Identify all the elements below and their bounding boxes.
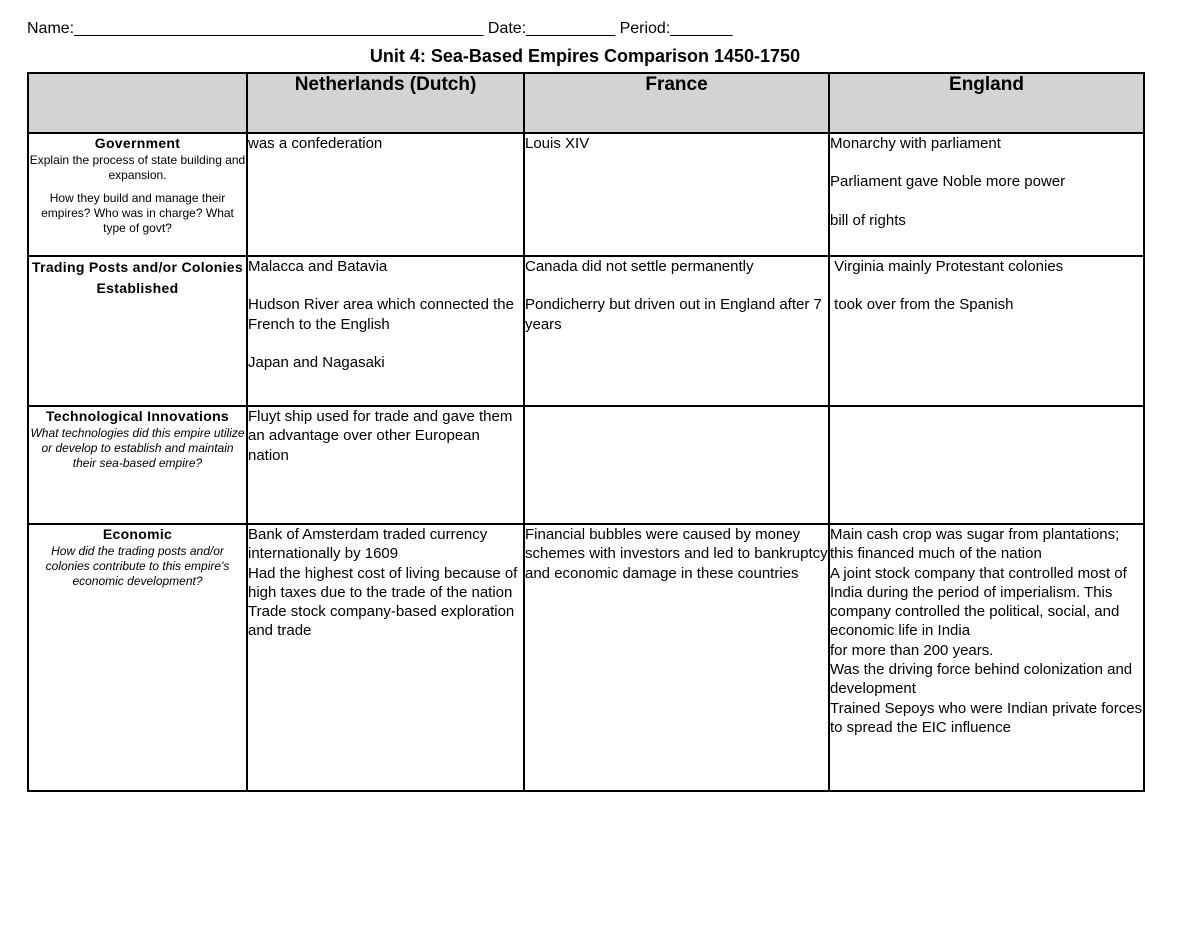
row-title: Economic bbox=[102, 526, 173, 542]
row-header-trading-posts bbox=[28, 256, 247, 406]
row-subtitle-2: How they build and manage their empires? Who was in charge? What type of govt? bbox=[41, 191, 234, 235]
row-title: Trading Posts and/or Colonies Established bbox=[32, 259, 243, 296]
cell-paragraph: Parliament gave Noble more power bbox=[830, 173, 1066, 191]
row-technological bbox=[28, 406, 1144, 524]
row-title: Technological Innovations bbox=[45, 408, 230, 424]
cell-paragraph: Louis XIV bbox=[525, 135, 590, 152]
cell-paragraph: Japan and Nagasaki bbox=[248, 353, 385, 371]
column-header-netherlands: Netherlands (Dutch) bbox=[247, 73, 524, 133]
cell-paragraph: Fluyt ship used for trade and gave them an advantage over other European nation bbox=[248, 408, 513, 464]
row-header-government bbox=[28, 133, 247, 256]
cell-economic-netherlands bbox=[247, 524, 524, 791]
cell-economic-england bbox=[829, 524, 1144, 791]
cell-trading-england bbox=[829, 256, 1144, 406]
cell-paragraph: took over from the Spanish bbox=[830, 296, 1014, 314]
row-subtitle: Explain the process of state building and expansion. bbox=[29, 153, 246, 182]
column-header-france: France bbox=[524, 73, 829, 133]
cell-tech-france bbox=[524, 406, 829, 524]
header-row bbox=[28, 73, 1144, 133]
comparison-table bbox=[27, 72, 1145, 792]
cell-paragraph: Monarchy with parliament bbox=[830, 135, 1001, 152]
cell-paragraph: Malacca and Batavia bbox=[248, 258, 388, 275]
cell-economic-france bbox=[524, 524, 829, 791]
cell-government-france bbox=[524, 133, 829, 256]
cell-government-netherlands bbox=[247, 133, 524, 256]
cell-paragraph: Virginia mainly Protestant colonies bbox=[830, 258, 1064, 275]
row-economic bbox=[28, 524, 1144, 791]
row-government bbox=[28, 133, 1144, 256]
row-header-economic bbox=[28, 524, 247, 791]
row-subtitle: How did the trading posts and/or colonies contribute to this empire's economic development? bbox=[45, 544, 230, 588]
cell-government-england bbox=[829, 133, 1144, 256]
cell-paragraph: Pondicherry but driven out in England after 7 years bbox=[525, 296, 822, 333]
cell-tech-england bbox=[829, 406, 1144, 524]
row-trading-posts bbox=[28, 256, 1144, 406]
cell-paragraph: Main cash crop was sugar from plantations; this financed much of the nation A joint stock company that controlled most of India during the period of imperialism. This company controlled the political, social, and economic life in India for more than 200 years. Was the driving force behind colonization and development Trained Sepoys who were Indian private forces to spread the EIC influence bbox=[830, 526, 1143, 736]
row-subtitle: What technologies did this empire utilize or develop to establish and maintain their sea-based empire? bbox=[30, 426, 245, 470]
cell-trading-netherlands bbox=[247, 256, 524, 406]
cell-paragraph: Financial bubbles were caused by money schemes with investors and led to bankruptcy and economic damage in these countries bbox=[525, 526, 828, 582]
cell-paragraph: was a confederation bbox=[248, 135, 383, 152]
cell-paragraph: Bank of Amsterdam traded currency internationally by 1609 Had the highest cost of living because of high taxes due to the trade of the nation Trade stock company-based exploration and trade bbox=[248, 526, 518, 640]
column-header-england: England bbox=[829, 73, 1144, 133]
cell-paragraph: Hudson River area which connected the French to the English bbox=[248, 296, 514, 333]
cell-tech-netherlands bbox=[247, 406, 524, 524]
name-date-period-line: Name:______________________________________________ Date:__________ Period:_______ bbox=[27, 20, 733, 37]
cell-paragraph: bill of rights bbox=[830, 211, 906, 229]
cell-trading-france bbox=[524, 256, 829, 406]
cell-paragraph: Canada did not settle permanently bbox=[525, 258, 754, 275]
worksheet-title: Unit 4: Sea-Based Empires Comparison 1450-1750 bbox=[369, 46, 801, 66]
row-title: Government bbox=[94, 135, 181, 151]
corner-cell bbox=[28, 73, 247, 133]
row-header-technological bbox=[28, 406, 247, 524]
